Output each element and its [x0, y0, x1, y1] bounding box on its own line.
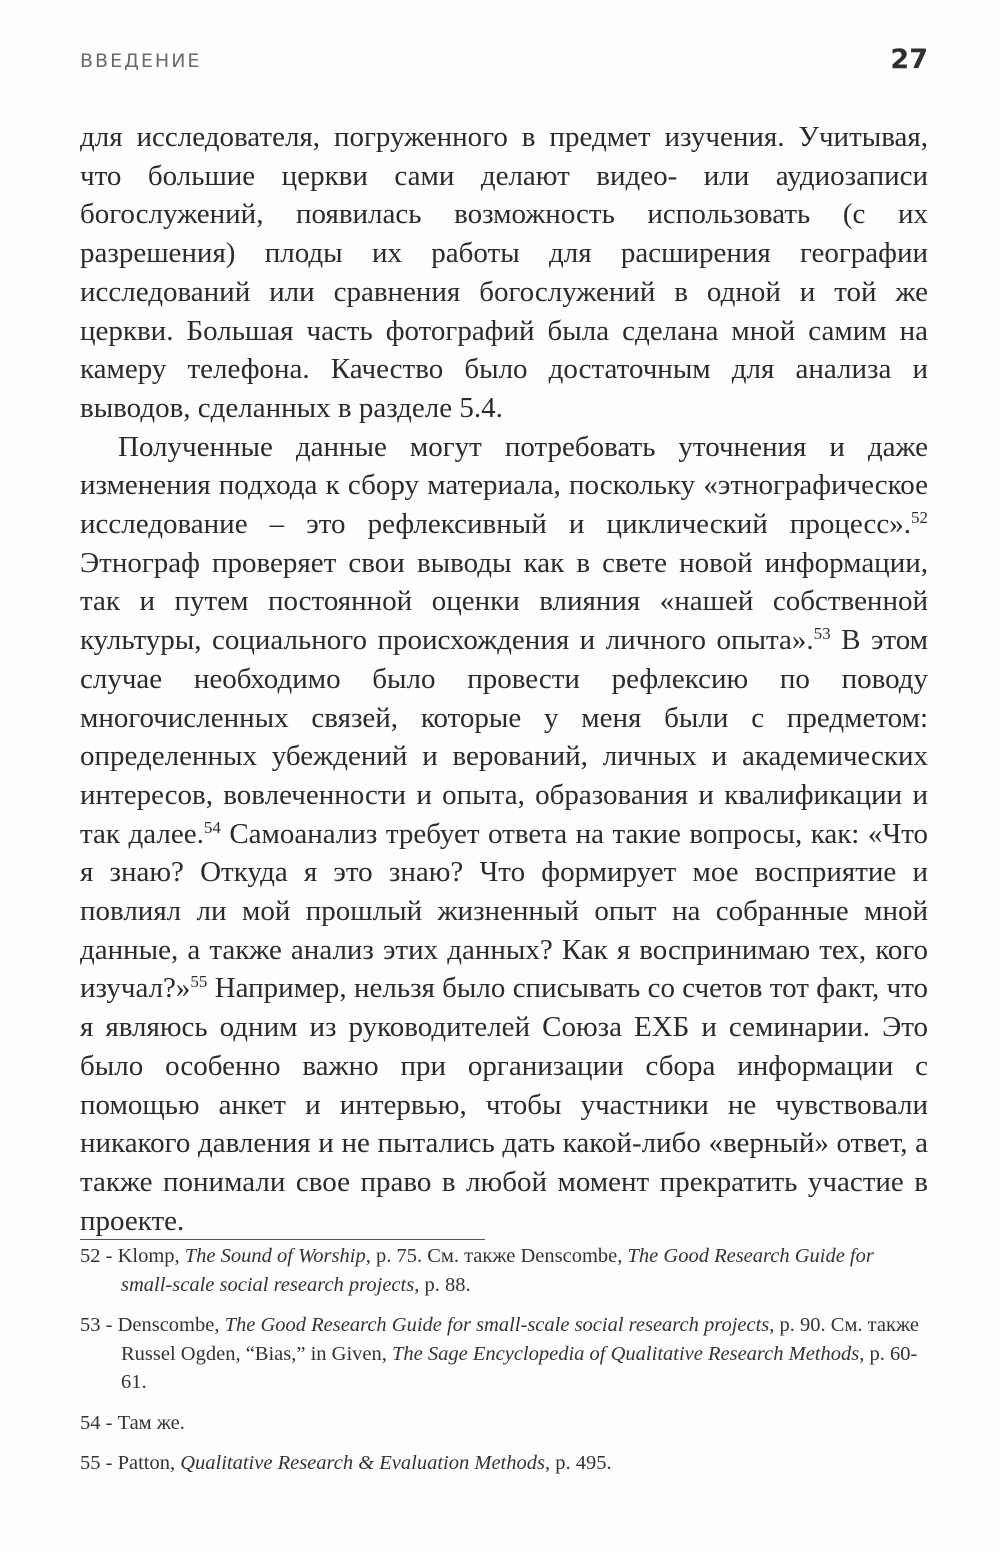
footnote-title: The Sage Encyclopedia of Qualitative Research Methods	[392, 1342, 860, 1365]
footnote-text: , p. 90. См. также Russel Ogden, “Bias,” in Given,	[121, 1314, 919, 1365]
footnote-52	[80, 1242, 930, 1299]
footnote-title: The Good Research Guide for small-scale social research projects	[121, 1245, 874, 1296]
paragraph-2-text: Например, нельзя было списывать со счетов тот факт, что я являюсь одним из руководителей Союза ЕХБ и семинарии. Это было особенно важно при организации сбора информации с помощью анкет и интервью, чтобы участники не чувствовали никакого давления и не пытались дать какой-либо «верный» ответ, а также понимали свое право в любой момент прекратить участие в проекте.	[80, 972, 928, 1237]
footnote-text: , p. 60-61.	[121, 1342, 918, 1393]
footnote-55	[80, 1449, 930, 1478]
footnote-text: , p. 495.	[544, 1452, 612, 1474]
paragraph-2-text: Самоанализ требует ответа на такие вопросы, как: «Что я знаю? Откуда я это знаю? Что формирует мое восприятие и повлиял ли мой прошлый жизненный опыт на собранные мной данные, а также анализ этих данных? Как я воспринимаю тех, кого изучал?»	[80, 817, 928, 1005]
footnote-text: 55 - Patton,	[80, 1452, 181, 1474]
footnote-title: The Sound of Worship	[184, 1245, 366, 1267]
footnote-text: , p. 88.	[414, 1273, 471, 1296]
footnote-text: , p. 75. См. также Denscombe,	[365, 1245, 628, 1267]
paragraph-1: для исследователя, погруженного в предмет изучения. Учитывая, что большие церкви сами делают видео- или аудиозаписи богослужений, появилась возможность использовать (с их разрешения) плоды их работы для расширения географии исследований или сравнения богослужений в одной и той же церкви. Большая часть фотографий была сделана мной самим на камеру телефона. Качество было достаточным для анализа и выводов, сделанных в разделе 5.4.	[80, 121, 928, 424]
footnotes	[80, 1242, 930, 1490]
paragraph-2-text: Этнограф проверяет свои выводы как в свете новой информации, так и путем постоянной оценки влияния «нашей собственной культуры, социального происхождения и личного опыта».	[80, 546, 928, 657]
paragraph-2	[80, 428, 928, 1241]
footnote-text: 53 - Denscombe,	[80, 1314, 225, 1336]
running-head: ВВЕДЕНИЕ	[80, 50, 202, 72]
page-number: 27	[890, 44, 928, 75]
footnote-title: The Good Research Guide for small-scale social research projects	[224, 1314, 770, 1336]
footnote-ref-55: 55	[190, 972, 208, 992]
footnote-53	[80, 1311, 930, 1397]
footnote-separator	[80, 1239, 485, 1240]
footnote-ref-53: 53	[813, 624, 831, 644]
paragraph-2-text: Полученные данные могут потребовать уточнения и даже изменения подхода к сбору материала, поскольку «этнографическое исследование – это рефлексивный и циклический процесс».	[80, 430, 928, 541]
paragraph-2-text: В этом случае необходимо было провести рефлексию по поводу многочисленных связей, которые у меня были с предметом: определенных убеждений и верований, личных и академических интересов, вовлеченности и опыта, образования и квалификации и так далее.	[80, 624, 928, 850]
footnote-text: 52 - Klomp,	[80, 1245, 185, 1267]
footnote-54	[80, 1409, 930, 1438]
footnote-title: Qualitative Research & Evaluation Methods	[180, 1452, 545, 1474]
body-text	[80, 118, 928, 1240]
footnote-ref-52: 52	[911, 508, 928, 528]
footnote-ref-54: 54	[203, 817, 221, 837]
footnote-text: 54 - Там же.	[80, 1411, 185, 1434]
